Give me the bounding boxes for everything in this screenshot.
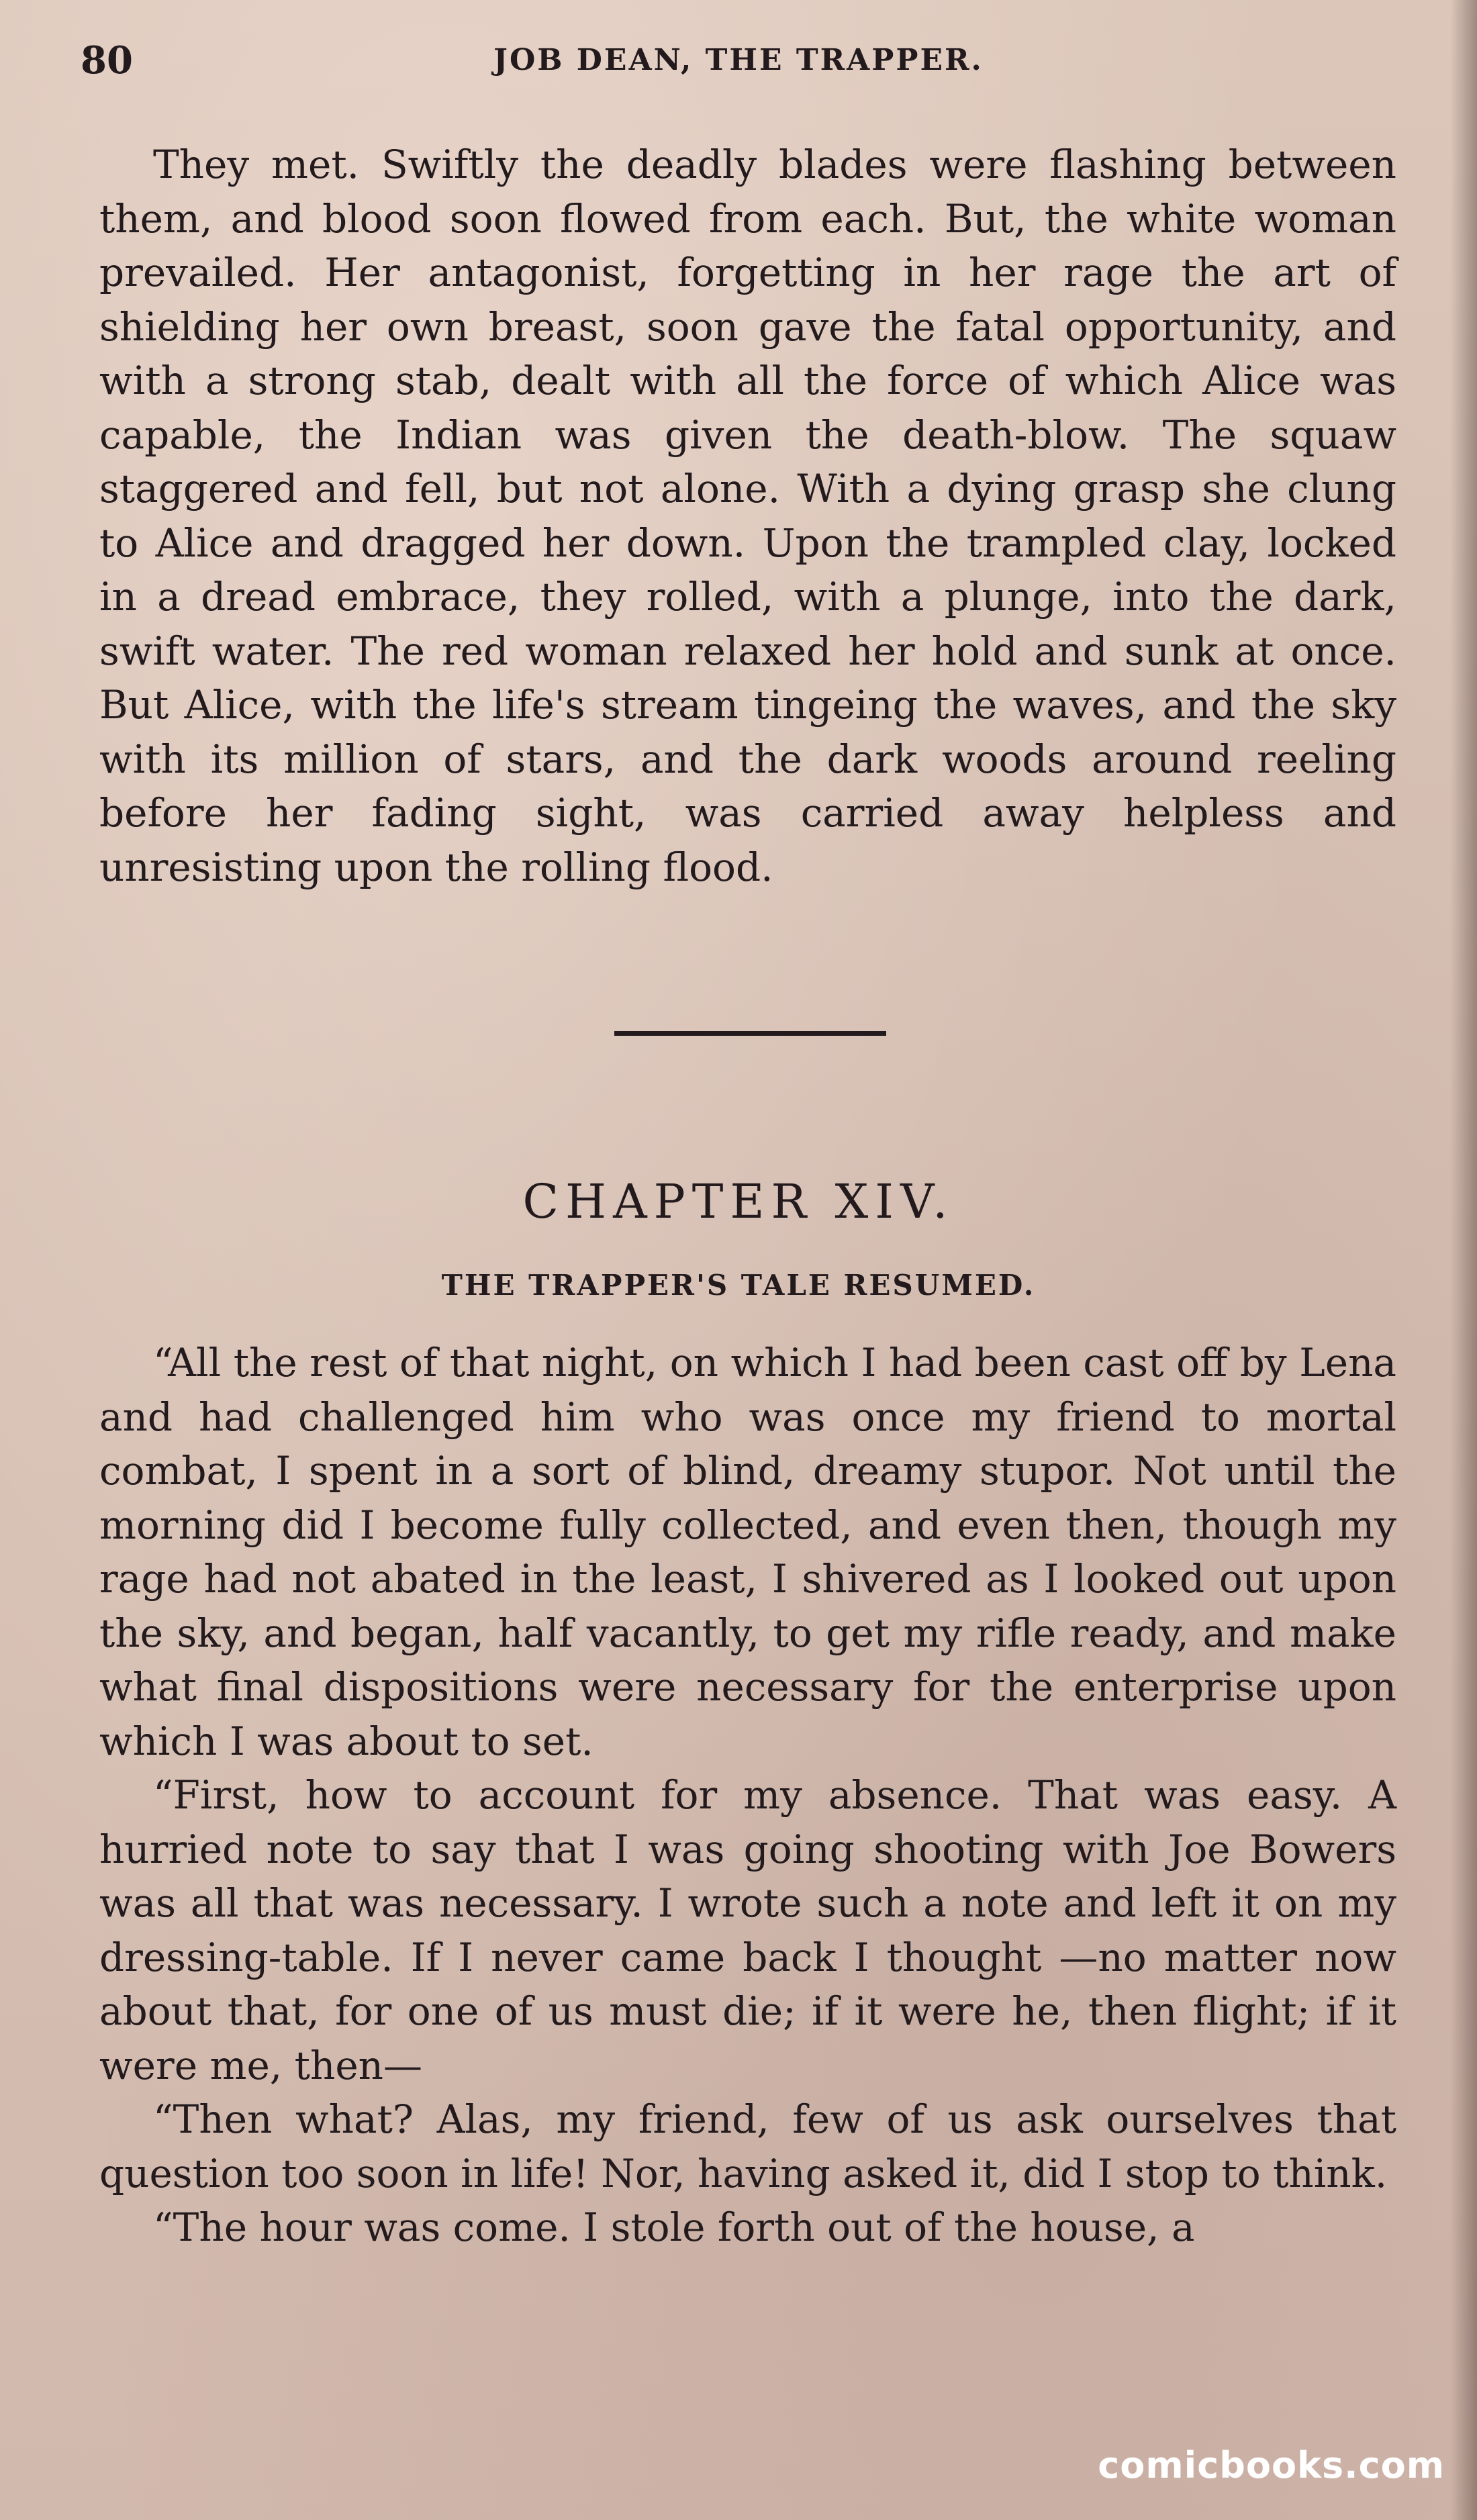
page-header xyxy=(81,34,1396,87)
paragraph: “All the rest of that night, on which I had been cast off by Lena and had challenged him who was once my friend to mortal combat, I spent in a sort of blind, dreamy stupor. Not until the morning did I become fully collected, and even then, though my rage had not abated in the least, I shivered as I looked out upon the sky, and began, half vacantly, to get my rifle ready, and make what final dispositions were necessary for the enterprise upon which I was about to set. xyxy=(99,1340,1396,1764)
chapter-title: CHAPTER XIV. xyxy=(522,1174,955,1229)
paragraph: “Then what? Alas, my friend, few of us ask ourselves that question too soon in life! Nor, having asked it, did I stop to think. xyxy=(99,2096,1396,2196)
text-block-one xyxy=(99,138,1396,894)
page-number: 80 xyxy=(81,38,133,83)
paragraph: “The hour was come. I stole forth out of the house, a xyxy=(153,2204,1195,2250)
chapter-subtitle: THE TRAPPER'S TALE RESUMED. xyxy=(441,1269,1036,1302)
watermark: comicbooks.com xyxy=(1098,2444,1445,2486)
paragraph: “First, how to account for my absence. That was easy. A hurried note to say that I was going shooting with Joe Bowers was all that was necessary. I wrote such a note and left it on my dressing-table. If I never came back I thought —no matter now about that, for one of us must die; if it were he, then flight; if it were me, then— xyxy=(99,1772,1396,2088)
text-block-two xyxy=(99,1336,1396,2255)
paragraph: They met. Swiftly the deadly blades were flashing between them, and blood soon flowed from each. But, the white woman prevailed. Her antagonist, forgetting in her rage the art of shielding her own breast, soon gave the fatal opportunity, and with a strong stab, dealt with all the force of which Alice was capable, the Indian was given the death-blow. The squaw staggered and fell, but not alone. With a dying grasp she clung to Alice and dragged her down. Upon the trampled clay, locked in a dread embrace, they rolled, with a plunge, into the dark, swift water. The red woman relaxed her hold and sunk at once. But Alice, with the life's stream tingeing the waves, and the sky with its million of stars, and the dark woods around reeling before her fading sight, was carried away helpless and unresisting upon the rolling flood. xyxy=(99,142,1396,890)
section-divider xyxy=(614,1031,886,1036)
page-edge-shadow xyxy=(1450,0,1477,2520)
running-title: JOB DEAN, THE TRAPPER. xyxy=(493,43,984,77)
